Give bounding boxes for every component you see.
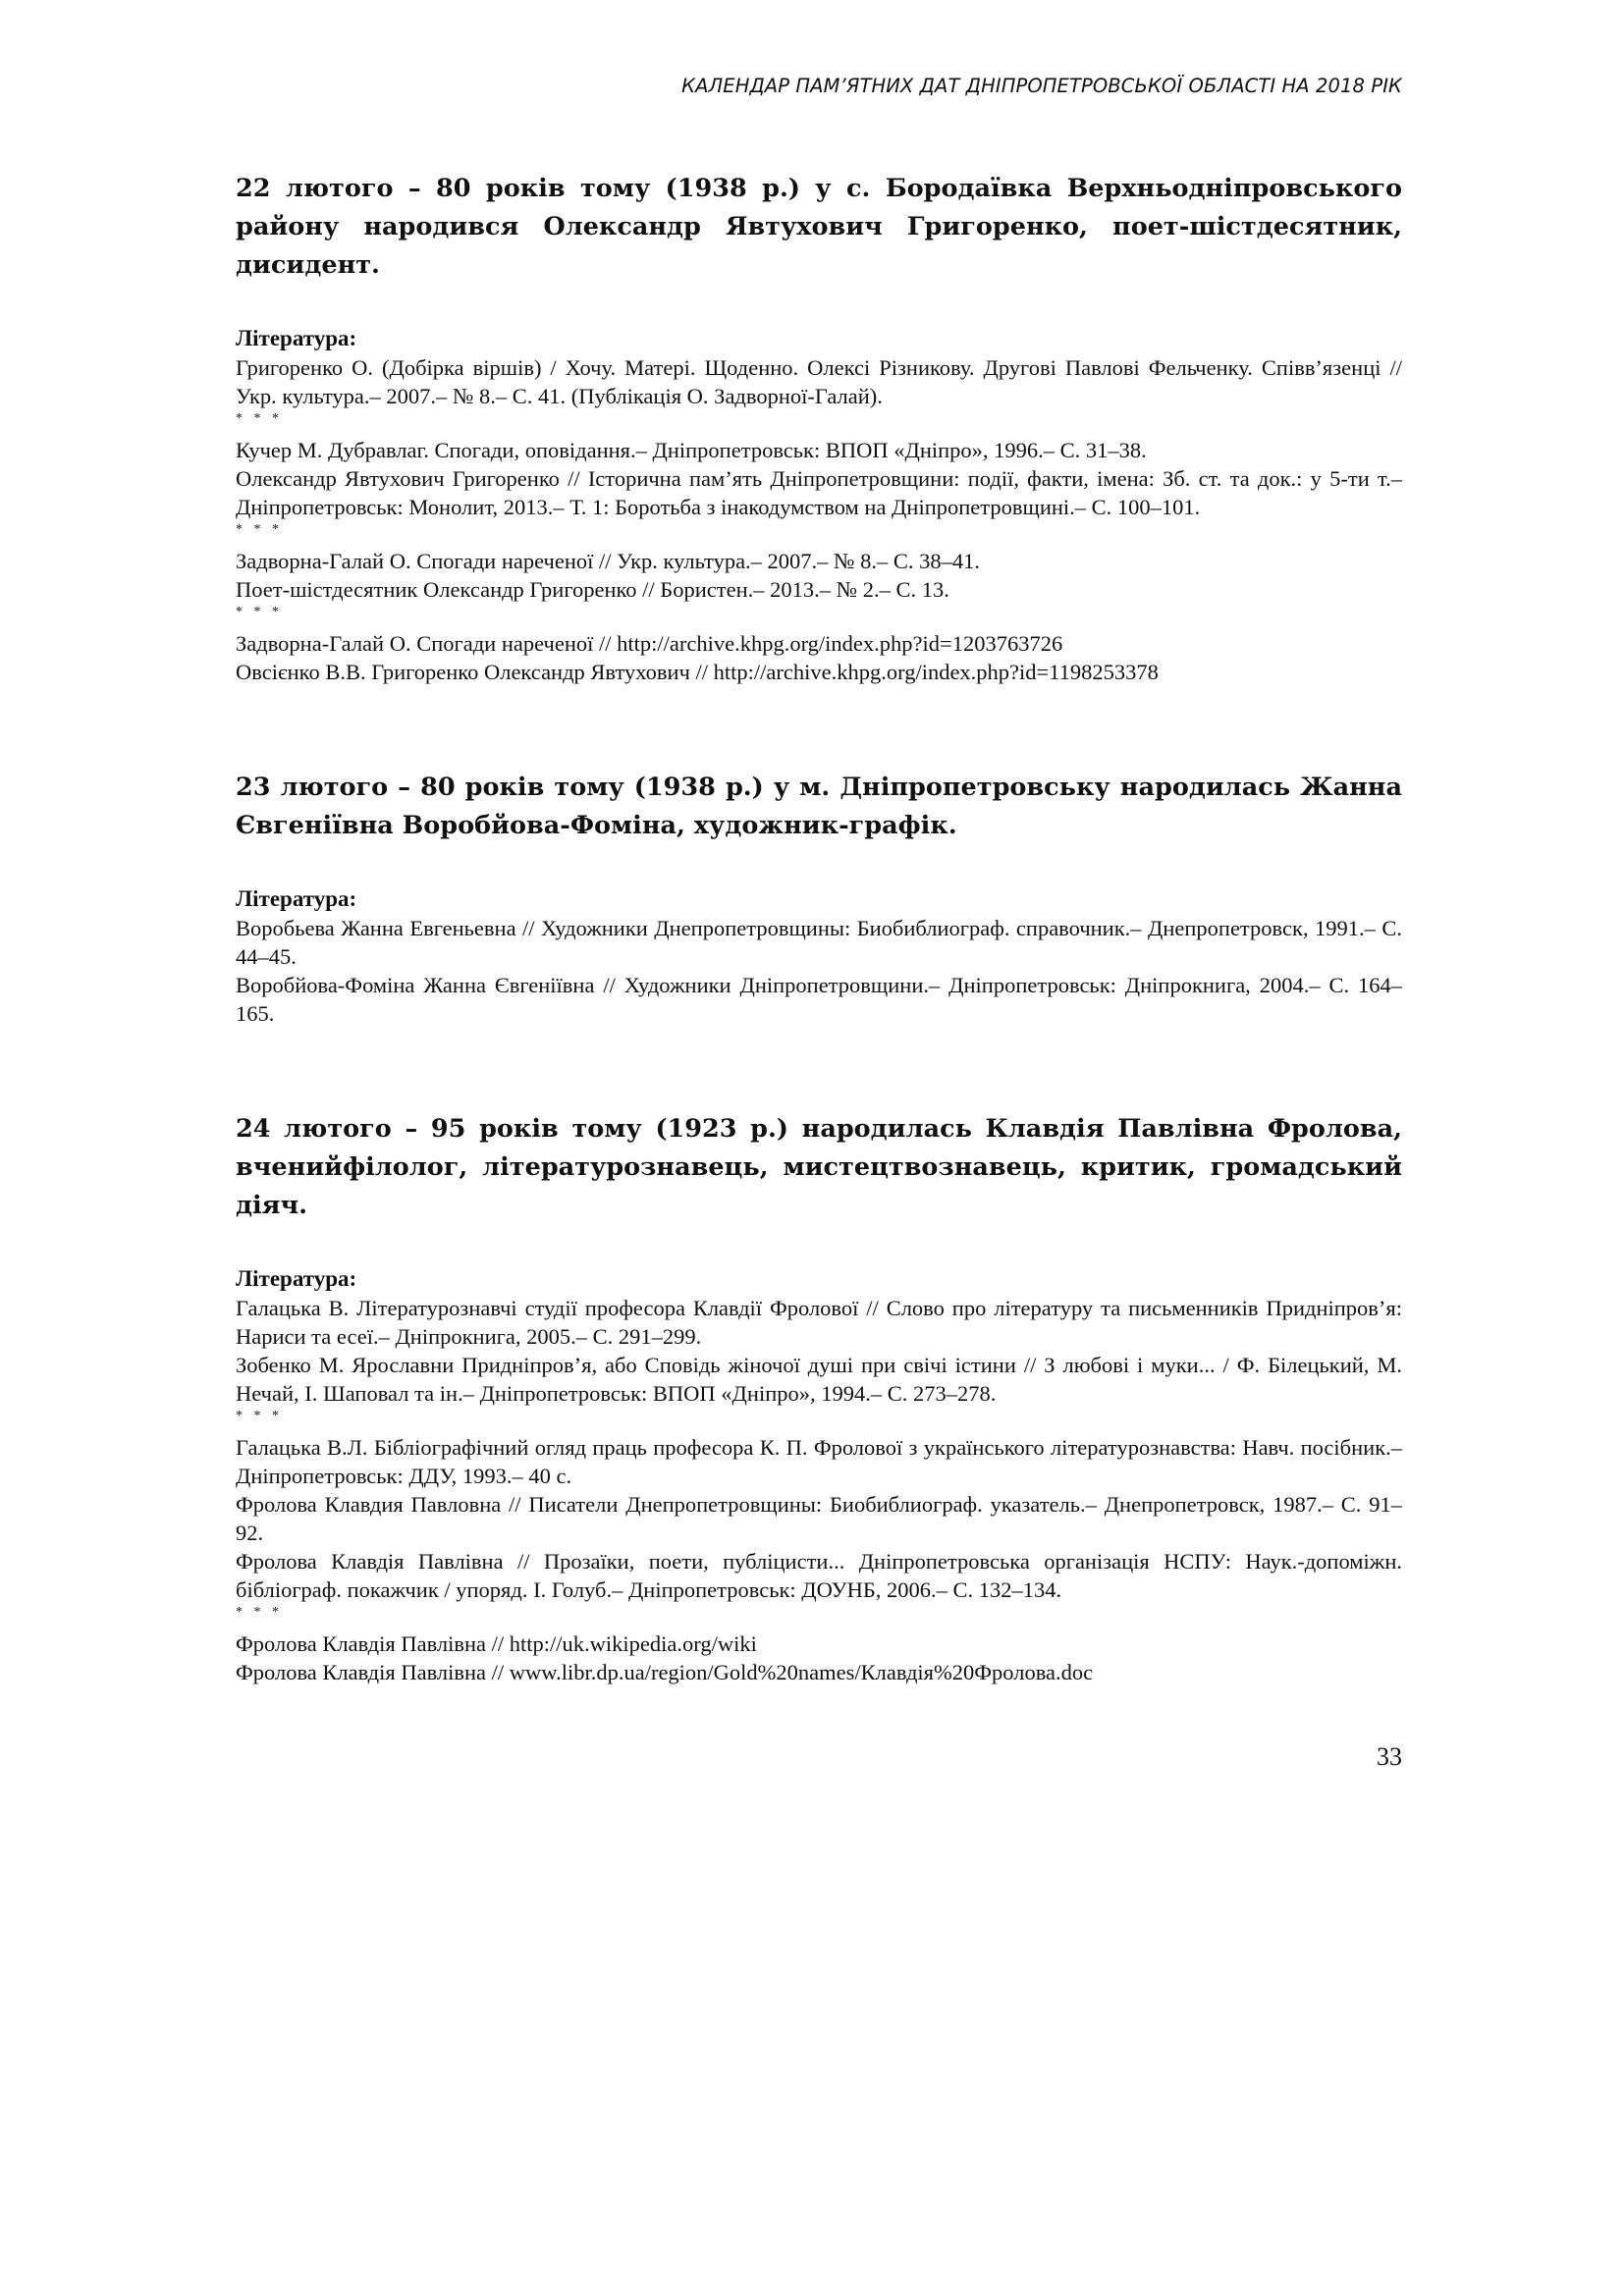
section-separator: * * * — [236, 605, 283, 619]
literature-heading: Література: — [236, 886, 357, 911]
reference-item: Воробьева Жанна Евгеньевна // Художники Днепропетровщины: Биобиблиограф. справочник.– Днепропетровск, 1991.– С. 44–45. — [236, 916, 1402, 969]
section-separator: * * * — [236, 1605, 283, 1620]
reference-item: Фролова Клавдія Павлівна // Прозаїки, поети, публіцисти... Дніпропетровська організація НСПУ: Наук.-допоміжн. бібліограф. покажчик / упоряд. І. Голуб.– Дніпропетровськ: ДОУНБ, 2006.– С. 132–134. — [236, 1549, 1402, 1602]
reference-item: Фролова Клавдія Павлівна // www.libr.dp.ua/region/Gold%20names/Клавдія%20Фролова.doc — [236, 1660, 1094, 1684]
running-header: КАЛЕНДАР ПАМ’ЯТНИХ ДАТ ДНІПРОПЕТРОВСЬКОЇ ОБЛАСТІ НА 2018 РІК — [681, 75, 1402, 97]
reference-item: Олександр Явтухович Григоренко // Історична пам’ять Дніпропетровщини: події, факти, імена: Зб. ст. та док.: у 5-ти т.– Дніпропетровськ: Монолит, 2013.– Т. 1: Боротьба з інакодумством на Дніпропетровщині.– С. 100–101. — [236, 466, 1402, 519]
reference-item: Задворна-Галай О. Спогади нареченої // http://archive.khpg.org/index.php?id=1203763726 — [236, 631, 1063, 656]
section-separator: * * * — [236, 1409, 283, 1423]
reference-list — [236, 1433, 1402, 1604]
calendar-entry — [236, 1110, 1402, 1686]
entry-title: 22 лютого – 80 років тому (1938 р.) у с. Бородаївка Верхньодніпровського району народився Олександр Явтухович Григоренко, поет-шістдесятник, дисидент. — [236, 174, 1402, 280]
reference-item: Овсієнко В.В. Григоренко Олександр Явтухович // http://archive.khpg.org/index.php?id=1198253378 — [236, 660, 1159, 684]
section-separator: * * * — [236, 411, 283, 426]
reference-list — [236, 629, 1402, 686]
calendar-entry — [236, 769, 1402, 1028]
reference-list — [236, 914, 1402, 1028]
section-separator: * * * — [236, 522, 283, 537]
reference-list — [236, 1629, 1402, 1686]
reference-list — [236, 547, 1402, 604]
reference-item: Задворна-Галай О. Спогади нареченої // Укр. культура.– 2007.– № 8.– С. 38–41. — [236, 549, 981, 573]
reference-item: Воробйова-Фоміна Жанна Євгеніївна // Художники Дніпропетровщини.– Дніпропетровськ: Дніпрокнига, 2004.– С. 164–165. — [236, 973, 1402, 1026]
reference-item: Кучер М. Дубравлаг. Спогади, оповідання.– Дніпропетровськ: ВПОП «Дніпро», 1996.– С. 31–38. — [236, 438, 1147, 462]
reference-item: Фролова Клавдія Павлівна // http://uk.wikipedia.org/wiki — [236, 1631, 757, 1656]
reference-list — [236, 436, 1402, 521]
reference-item: Поет-шістдесятник Олександр Григоренко // Бористен.– 2013.– № 2.– С. 13. — [236, 577, 949, 602]
reference-item: Фролова Клавдия Павловна // Писатели Днепропетровщины: Биобиблиограф. указатель.– Днепропетровск, 1987.– С. 91–92. — [236, 1492, 1402, 1545]
reference-item: Зобенко М. Ярославни Придніпров’я, або Сповідь жіночої душі при свічі істини // З любові і муки... / Ф. Білецький, М. Нечай, І. Шаповал та ін.– Дніпропетровськ: ВПОП «Дніпро», 1994.– С. 273–278. — [236, 1353, 1402, 1406]
page-content — [236, 170, 1402, 1769]
entry-title: 23 лютого – 80 років тому (1938 р.) у м. Дніпропетровську народилась Жанна Євгеніївна Воробйова-Фоміна, художник-графік. — [236, 773, 1402, 840]
literature-heading: Література: — [236, 326, 357, 350]
entry-title: 24 лютого – 95 років тому (1923 р.) народилась Клавдія Павлівна Фролова, вченийфілолог, літературознавець, мистецтвознавець, критик, громадський діяч. — [236, 1114, 1402, 1220]
reference-list — [236, 353, 1402, 410]
page-number: 33 — [1377, 1742, 1402, 1771]
reference-item: Галацька В.Л. Бібліографічний огляд праць професора К. П. Фролової з українського літературознавства: Навч. посібник.– Дніпропетровськ: ДДУ, 1993.– 40 с. — [236, 1435, 1402, 1488]
reference-item: Григоренко О. (Добірка віршів) / Хочу. Матері. Щоденно. Олексі Різникову. Другові Павлові Фельченку. Співв’язенці // Укр. культура.– 2007.– № 8.– С. 41. (Публікація О. Задворної-Галай). — [236, 355, 1402, 408]
calendar-entry — [236, 170, 1402, 686]
literature-heading: Література: — [236, 1266, 357, 1291]
reference-item: Галацька В. Літературознавчі студії професора Клавдії Фролової // Слово про літературу та письменників Придніпров’я: Нариси та есеї.– Дніпрокнига, 2005.– С. 291–299. — [236, 1296, 1402, 1349]
reference-list — [236, 1294, 1402, 1408]
